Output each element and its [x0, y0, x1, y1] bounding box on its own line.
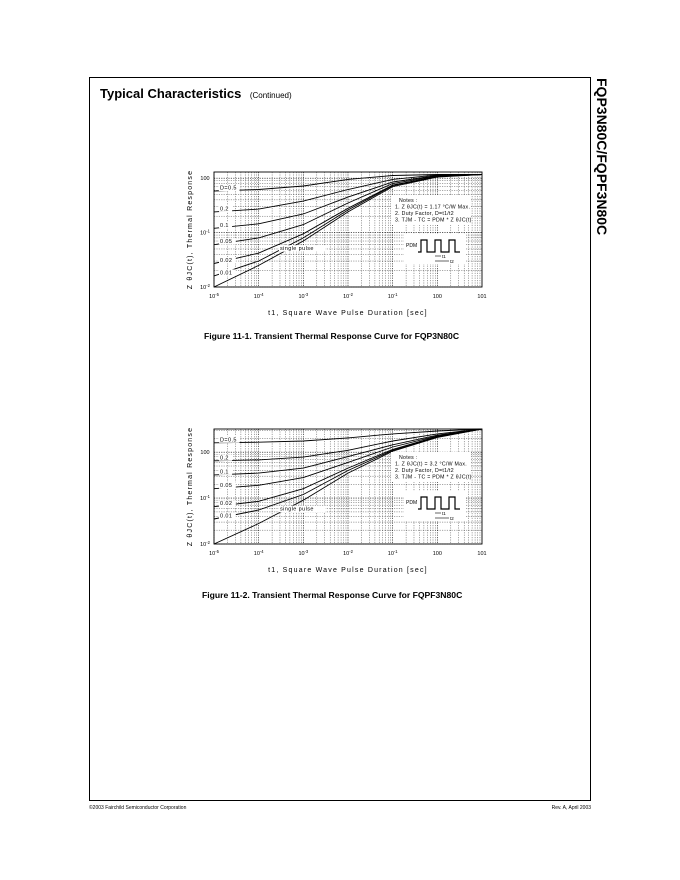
x-tick-label: $10^{-4}$ [253, 292, 264, 300]
x-tick-label: $10^{-1}$ [387, 549, 398, 557]
x-tick-label: $10^{-3}$ [298, 292, 309, 300]
curve-label: D=0.5 [220, 185, 237, 192]
notes-box [391, 452, 472, 482]
y-axis-label: Z θJC(t), Thermal Response [187, 169, 194, 290]
part-number-side-title [596, 78, 610, 278]
curve-label: D=0.5 [220, 437, 237, 444]
notes-line: 2. Duty Factor, D=t1/t2 [395, 211, 454, 217]
chart-svg [170, 160, 490, 325]
footer-copyright: ©2003 Fairchild Semiconductor Corporation [89, 805, 187, 811]
curve-label: 0.1 [220, 222, 229, 229]
x-axis-label: t1, Square Wave Pulse Duration [sec] [268, 310, 428, 317]
curve-label: single pulse [279, 506, 314, 513]
x-tick-label: $10^{-1}$ [387, 292, 398, 300]
y-tick-label: $10^{-1}$ [200, 228, 210, 237]
pulse-diagram [404, 234, 466, 264]
x-tick-label: $10^{-2}$ [343, 292, 353, 300]
figure-caption-1: Figure 11-1. Transient Thermal Response Curve for FQP3N80C [204, 331, 460, 341]
x-tick-label: $10^{-3}$ [298, 549, 309, 557]
notes-line: 3. TJM - TC = PDM * Z θJC(t) [395, 474, 472, 481]
transient-thermal-chart-fqp [170, 160, 490, 325]
x-tick-label: 101 [477, 551, 487, 557]
y-tick-label: 100 [200, 176, 210, 183]
section-heading [100, 85, 292, 103]
curve-label: 0.2 [220, 206, 229, 213]
footer-revision: Rev. A, April 2003 [551, 805, 591, 811]
pulse-diagram [404, 491, 466, 521]
transient-thermal-chart-fqpf [170, 417, 490, 582]
pdm-label: PDM [406, 500, 418, 506]
figure-caption-2: Figure 11-2. Transient Thermal Response Curve for FQPF3N80C [202, 590, 463, 600]
notes-box [391, 195, 472, 225]
section-title: Typical Characteristics [100, 86, 242, 101]
notes-line: 3. TJM - TC = PDM * Z θJC(t) [395, 217, 472, 224]
chart-svg [170, 417, 490, 582]
notes-line: 1. Z θJC(t) = 3.2 °C/W Max. [395, 461, 468, 468]
grid [214, 429, 482, 544]
curve-label: 0.02 [220, 258, 233, 265]
y-tick-label: $10^{-2}$ [200, 540, 210, 548]
curve-label: single pulse [279, 246, 314, 253]
y-tick-label: 100 [200, 450, 210, 457]
x-tick-label: $10^{-5}$ [209, 549, 219, 557]
pdm-label: PDM [406, 243, 418, 249]
curve-label: 0.05 [220, 239, 233, 246]
notes-line: Notes : [399, 455, 418, 461]
curve-label: 0.01 [220, 270, 233, 277]
t2-label: t2 [450, 516, 454, 521]
curve-label: 0.01 [220, 513, 233, 520]
y-tick-label: $10^{-2}$ [200, 283, 210, 291]
curve-label: 0.02 [220, 501, 233, 508]
part-number-text: FQP3N80C/FQPF3N80C [594, 78, 610, 236]
notes-line: 1. Z θJC(t) = 1.17 °C/W Max. [395, 204, 471, 211]
curve-label: 0.2 [220, 455, 229, 462]
x-axis-label: t1, Square Wave Pulse Duration [sec] [268, 567, 428, 574]
x-tick-label: 101 [477, 294, 487, 300]
notes-line: Notes : [399, 198, 418, 204]
x-tick-label: $10^{-2}$ [343, 549, 353, 557]
x-tick-label: 100 [432, 551, 442, 557]
y-tick-label: $10^{-1}$ [200, 494, 210, 503]
y-axis-label: Z θJC(t), Thermal Response [187, 426, 194, 547]
notes-line: 2. Duty Factor, D=t1/t2 [395, 468, 454, 474]
t2-label: t2 [450, 259, 454, 264]
section-subtitle: (Continued) [249, 91, 292, 100]
x-tick-label: $10^{-5}$ [209, 292, 219, 300]
t1-label: t1 [442, 511, 446, 516]
curve-label: 0.05 [220, 483, 233, 490]
x-tick-label: $10^{-4}$ [253, 549, 264, 557]
x-tick-label: 100 [432, 294, 442, 300]
curve-label: 0.1 [220, 469, 229, 476]
t1-label: t1 [442, 254, 446, 259]
